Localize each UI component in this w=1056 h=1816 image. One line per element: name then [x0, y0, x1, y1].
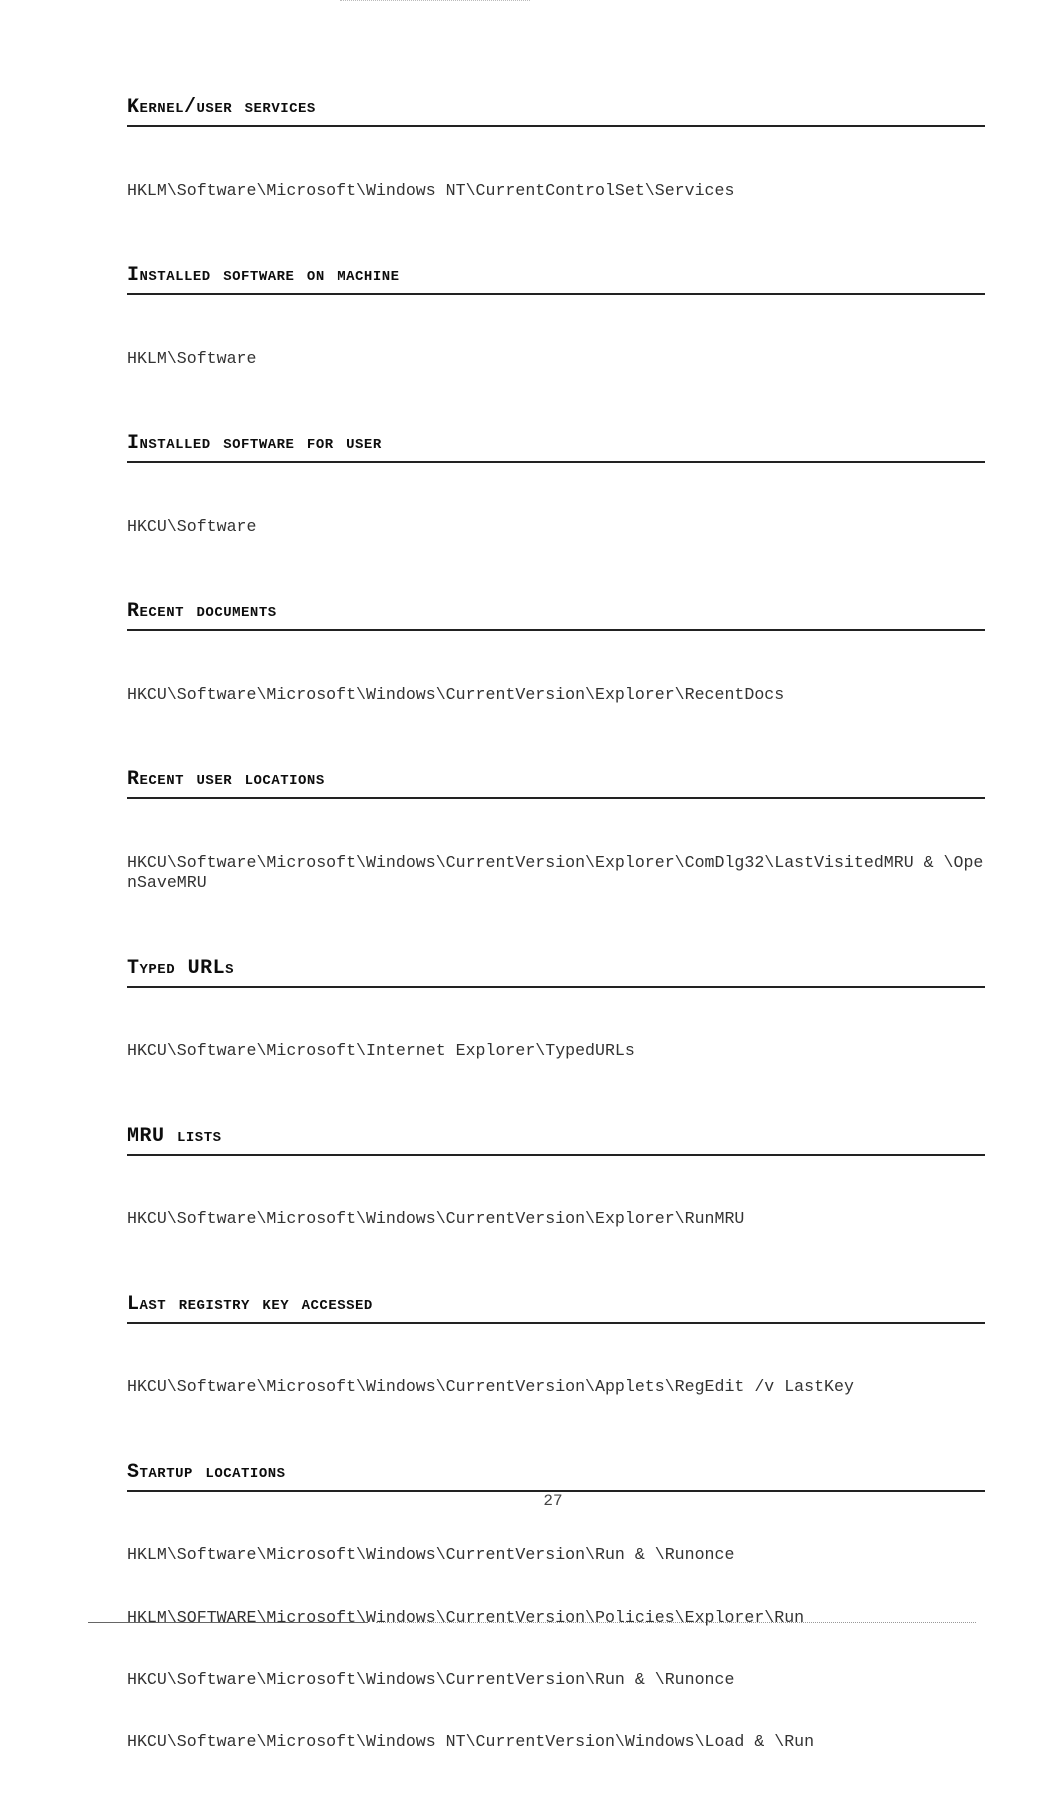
section-heading: MRU lists — [127, 1125, 985, 1156]
page-number: 27 — [543, 1492, 563, 1510]
section-heading: Recent documents — [127, 600, 985, 631]
registry-path: HKLM\Software\Microsoft\Windows\CurrentVersion\Run & \Runonce — [127, 1545, 735, 1565]
registry-path: HKCU\Software\Microsoft\Windows\CurrentVersion\Explorer\RunMRU — [127, 1209, 745, 1229]
section-recent-user-locations — [127, 768, 985, 936]
registry-path: HKCU\Software\Microsoft\Windows NT\CurrentVersion\Windows\Load & \Run — [127, 1732, 815, 1752]
section-heading: Startup locations — [127, 1461, 985, 1492]
registry-paths — [127, 643, 985, 747]
registry-path: HKLM\Software — [127, 348, 257, 368]
registry-path: HKCU\Software\Microsoft\Windows\CurrentVersion\Explorer\RecentDocs — [127, 684, 785, 704]
registry-paths — [127, 1504, 985, 1795]
section-startup-locations — [127, 1461, 985, 1795]
registry-path: HKCU\Software\Microsoft\Windows\CurrentVersion\Explorer\ComDlg32\LastVisitedMRU & \OpenSaveMRU — [127, 852, 984, 893]
section-heading: Last registry key accessed — [127, 1293, 985, 1324]
registry-path: HKLM\SOFTWARE\Microsoft\Windows\CurrentVersion\Policies\Explorer\Run — [127, 1607, 805, 1627]
section-installed-software-machine — [127, 264, 985, 411]
section-kernel-user-services — [127, 96, 985, 243]
registry-paths — [127, 1168, 985, 1272]
registry-paths — [127, 139, 985, 243]
registry-path: HKCU\Software\Microsoft\Windows\CurrentVersion\Applets\RegEdit /v LastKey — [127, 1377, 854, 1397]
registry-path: HKCU\Software\Microsoft\Windows\CurrentVersion\Run & \Runonce — [127, 1670, 735, 1690]
section-installed-software-user — [127, 432, 985, 579]
registry-paths — [127, 811, 985, 936]
footer-rule-faint — [376, 1622, 976, 1623]
section-typed-urls — [127, 957, 985, 1104]
footer-rule — [88, 1622, 368, 1623]
registry-path: HKCU\Software — [127, 516, 257, 536]
section-heading: Kernel/user services — [127, 96, 985, 127]
top-edge-marks — [340, 0, 530, 5]
section-heading: Installed software on machine — [127, 264, 985, 295]
registry-paths — [127, 475, 985, 579]
section-recent-documents — [127, 600, 985, 747]
registry-paths — [127, 1336, 985, 1440]
section-last-registry-key — [127, 1293, 985, 1440]
section-heading: Typed URLs — [127, 957, 985, 988]
section-heading: Installed software for user — [127, 432, 985, 463]
registry-path: HKCU\Software\Microsoft\Internet Explorer\TypedURLs — [127, 1041, 635, 1061]
registry-paths — [127, 1000, 985, 1104]
registry-path: HKLM\Software\Microsoft\Windows NT\CurrentControlSet\Services — [127, 180, 735, 200]
document-body — [127, 96, 985, 1816]
section-heading: Recent user locations — [127, 768, 985, 799]
section-mru-lists — [127, 1125, 985, 1272]
registry-paths — [127, 307, 985, 411]
